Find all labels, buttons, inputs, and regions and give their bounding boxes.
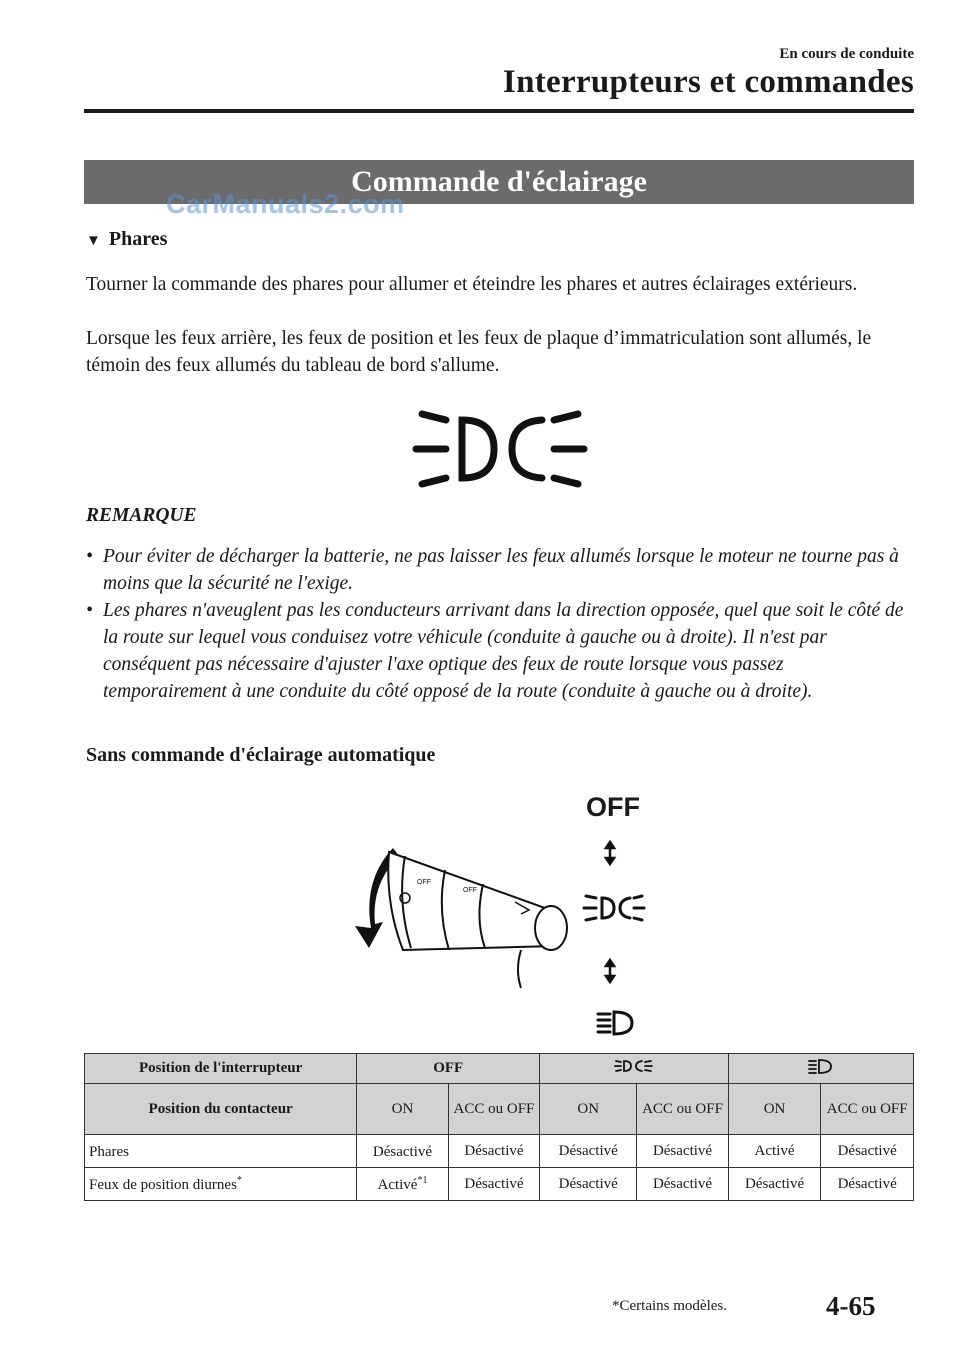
row-label: Phares (85, 1135, 357, 1168)
header-cell: ACC ou OFF (821, 1084, 914, 1135)
table-cell: Désactivé (728, 1168, 821, 1201)
table-cell: Désactivé (821, 1168, 914, 1201)
header-cell: Position de l'interrupteur (85, 1054, 357, 1084)
subsection-title: Phares (108, 228, 168, 250)
table-cell: Activé (728, 1135, 821, 1168)
header-cell (540, 1054, 729, 1084)
figure-off-label: OFF (586, 792, 640, 822)
header-cell: Position du contacteur (85, 1084, 357, 1135)
header-cell (728, 1054, 913, 1084)
paragraph-1: Tourner la commande des phares pour allumer et éteindre les phares et autres éclairages extérieurs. (86, 274, 858, 295)
row-label: Feux de position diurnes* (85, 1168, 357, 1201)
header-cell: ACC ou OFF (448, 1084, 539, 1135)
header-cell: ON (728, 1084, 821, 1135)
table-row (85, 1168, 914, 1201)
subsection-heading (86, 228, 167, 251)
headlight-icon (806, 1057, 836, 1075)
chapter-title: Interrupteurs et commandes (502, 64, 914, 100)
position-lights-icon (584, 896, 644, 920)
watermark-logo: CarManuals2.com (166, 189, 405, 219)
note-item (86, 597, 911, 705)
table-row (85, 1135, 914, 1168)
note-title: REMARQUE (86, 505, 197, 526)
switch-position-table (84, 1053, 914, 1201)
paragraph-2: Lorsque les feux arrière, les feux de position et les feux de plaque d’immatriculation sont allumés, le témoin des feux allumés du tableau de bord s'allume. (86, 328, 872, 376)
double-arrow-icon (606, 960, 614, 982)
header-cell: ACC ou OFF (637, 1084, 728, 1135)
table-cell: Désactivé (448, 1135, 539, 1168)
double-arrow-icon (606, 842, 614, 864)
header-cell: OFF (357, 1054, 540, 1084)
header-rule (84, 109, 914, 113)
note-item (86, 543, 911, 597)
stalk-off-label: OFF (417, 879, 431, 886)
table-cell: Activé$^{*1}$ (357, 1168, 448, 1201)
table-cell: Désactivé (448, 1168, 539, 1201)
table-cell: Désactivé (357, 1135, 448, 1168)
table-cell: Désactivé (637, 1135, 728, 1168)
header-cell: ON (540, 1084, 637, 1135)
table-cell: Désactivé (637, 1168, 728, 1201)
header-cell: ON (357, 1084, 448, 1135)
bullet: • (86, 600, 93, 621)
note-item-text: Pour éviter de décharger la batterie, ne pas laisser les feux allumés lorsque le moteur ne tourne pas à moins que la sécurité ne l'exige. (103, 546, 899, 594)
section-banner: Commande d'éclairage (84, 160, 914, 204)
position-lights-icon (614, 1057, 654, 1075)
section-title: En cours de conduite (779, 46, 914, 62)
table-cell: Désactivé (540, 1135, 637, 1168)
table-cell: Désactivé (821, 1135, 914, 1168)
auto-light-subheading: Sans commande d'éclairage automatique (86, 744, 436, 766)
table-cell: Désactivé (540, 1168, 637, 1201)
page-number: 4-65 (826, 1291, 876, 1321)
note-item-text: Les phares n'aveuglent pas les conducteurs arrivant dans la direction opposée, quel que soit le côté de la route sur lequel vous conduisez votre véhicule (conduite à gauche ou à droite). Il n'est par conséquent pas nécessaire d'ajuster l'axe optique des feux de route lorsque vous passez temporairement à une conduite du côté opposé de la route (conduite à gauche ou à droite). (103, 600, 904, 702)
position-lights-indicator-icon (408, 404, 592, 494)
footnote: *Certains modèles. (612, 1298, 727, 1314)
headlight-icon (598, 1012, 632, 1034)
bullet: • (86, 546, 93, 567)
table-header-row (85, 1054, 914, 1084)
light-switch-illustration (345, 830, 575, 990)
triangle-marker-icon: ▼ (86, 233, 101, 249)
stalk-off-label: OFF (463, 887, 477, 894)
table-header-row (85, 1084, 914, 1135)
switch-position-icons (580, 840, 650, 1040)
